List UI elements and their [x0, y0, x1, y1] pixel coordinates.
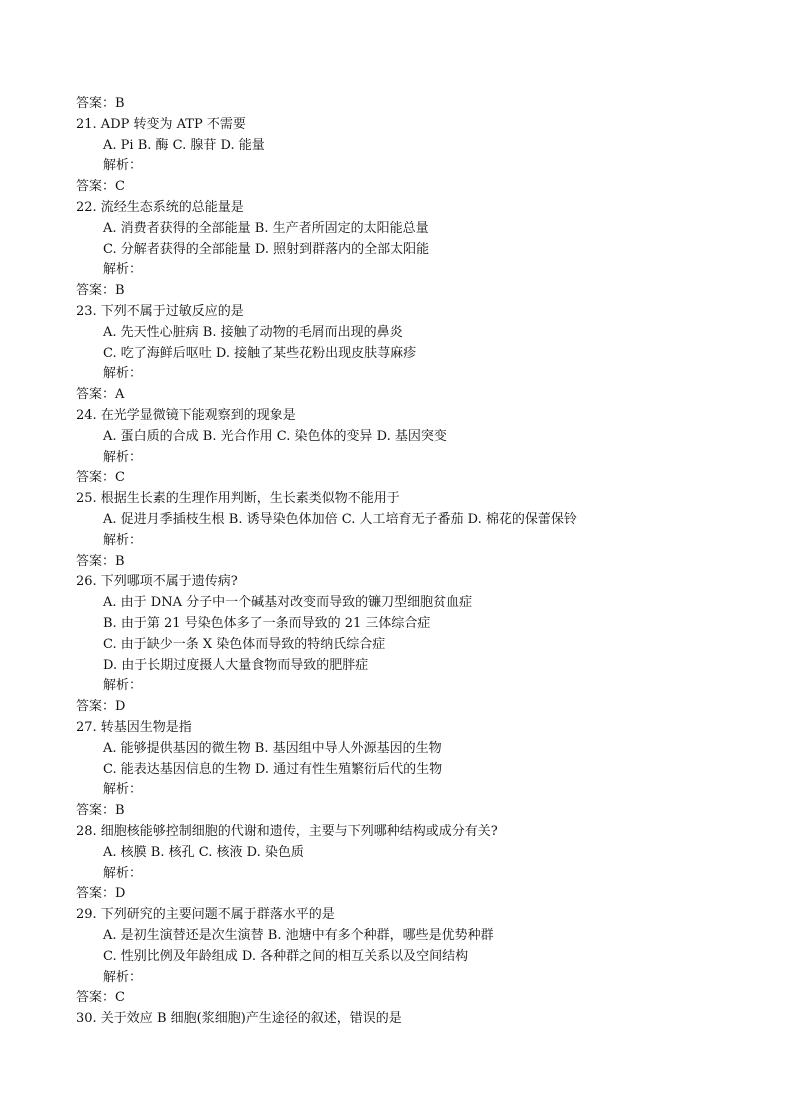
option-line: A. 能够提供基因的微生物 B. 基因组中导人外源基因的生物: [103, 740, 442, 756]
question-stem: 27. 转基因生物是指: [76, 720, 192, 735]
question-stem: 28. 细胞核能够控制细胞的代谢和遗传，主要与下列哪种结构或成分有关?: [76, 824, 498, 839]
option-line: A. 由于 DNA 分子中一个碱基对改变而导致的镰刀型细胞贫血症: [103, 595, 473, 611]
option-line: D. 由于长期过度摄人大量食物而导致的肥胖症: [103, 657, 369, 673]
analysis-label: 解析：: [103, 865, 143, 881]
answer-line: 答案：D: [76, 886, 126, 902]
analysis-label: 解析：: [103, 782, 143, 798]
option-line: C. 吃了海鲜后呕吐 D. 接触了某些花粉出现皮肤荨麻疹: [103, 345, 417, 361]
answer-line: 答案：B: [76, 553, 125, 569]
option-line: B. 由于第 21 号染色体多了一条而导致的 21 三体综合症: [103, 616, 431, 631]
analysis-label: 解析：: [103, 366, 143, 382]
answer-line: 答案：A: [76, 387, 125, 403]
analysis-label: 解析：: [103, 969, 143, 985]
option-line: A. 先天性心脏病 B. 接触了动物的毛屑而出现的鼻炎: [103, 324, 403, 340]
answer-line: 答案：B: [76, 96, 125, 111]
option-line: A. 蛋白质的合成 B. 光合作用 C. 染色体的变异 D. 基因突变: [103, 428, 447, 444]
option-line: C. 分解者获得的全部能量 D. 照射到群落内的全部太阳能: [103, 241, 430, 257]
analysis-label: 解析：: [103, 532, 143, 548]
question-stem: 21. ADP 转变为 ATP 不需要: [76, 116, 246, 132]
option-line: A. Pi B. 酶 C. 腺苷 D. 能量: [103, 137, 265, 153]
answer-line: 答案：B: [76, 803, 125, 819]
option-line: C. 由于缺少一条 X 染色体而导致的特纳氏综合症: [103, 636, 386, 652]
answer-line: 答案：C: [76, 990, 125, 1006]
analysis-label: 解析：: [103, 262, 143, 278]
question-stem: 25. 根据生长素的生理作用判断，生长素类似物不能用于: [76, 491, 400, 507]
answer-line: 答案：C: [76, 179, 125, 195]
option-line: A. 消费者获得的全部能量 B. 生产者所固定的太阳能总量: [103, 220, 429, 236]
option-line: A. 促进月季插枝生根 B. 诱导染色体加倍 C. 人工培育无子番茄 D. 棉花的保蕾保铃: [103, 512, 577, 527]
answer-line: 答案：B: [76, 283, 125, 299]
analysis-label: 解析：: [103, 678, 143, 694]
question-stem: 22. 流经生态系统的总能量是: [76, 200, 244, 215]
option-line: C. 性别比例及年龄组成 D. 各种群之间的相互关系以及空间结构: [103, 948, 469, 964]
answer-line: 答案：C: [76, 470, 125, 486]
option-line: A. 核膜 B. 核孔 C. 核液 D. 染色质: [103, 844, 304, 860]
question-stem: 29. 下列研究的主要问题不属于群落水平的是: [76, 907, 335, 923]
answer-line: 答案：D: [76, 699, 126, 715]
option-line: C. 能表达基因信息的生物 D. 通过有性生殖繁衍后代的生物: [103, 761, 443, 777]
question-stem: 24. 在光学显微镜下能观察到的现象是: [76, 408, 296, 423]
question-stem: 23. 下列不属于过敏反应的是: [76, 304, 244, 319]
option-line: A. 是初生演替还是次生演替 B. 池塘中有多个种群，哪些是优势种群: [103, 928, 494, 943]
question-stem: 26. 下列哪项不属于遗传病?: [76, 574, 238, 590]
question-stem: 30. 关于效应 B 细胞(浆细胞)产生途径的叙述，错误的是: [76, 1011, 402, 1027]
analysis-label: 解析：: [103, 158, 143, 174]
analysis-label: 解析：: [103, 449, 143, 465]
